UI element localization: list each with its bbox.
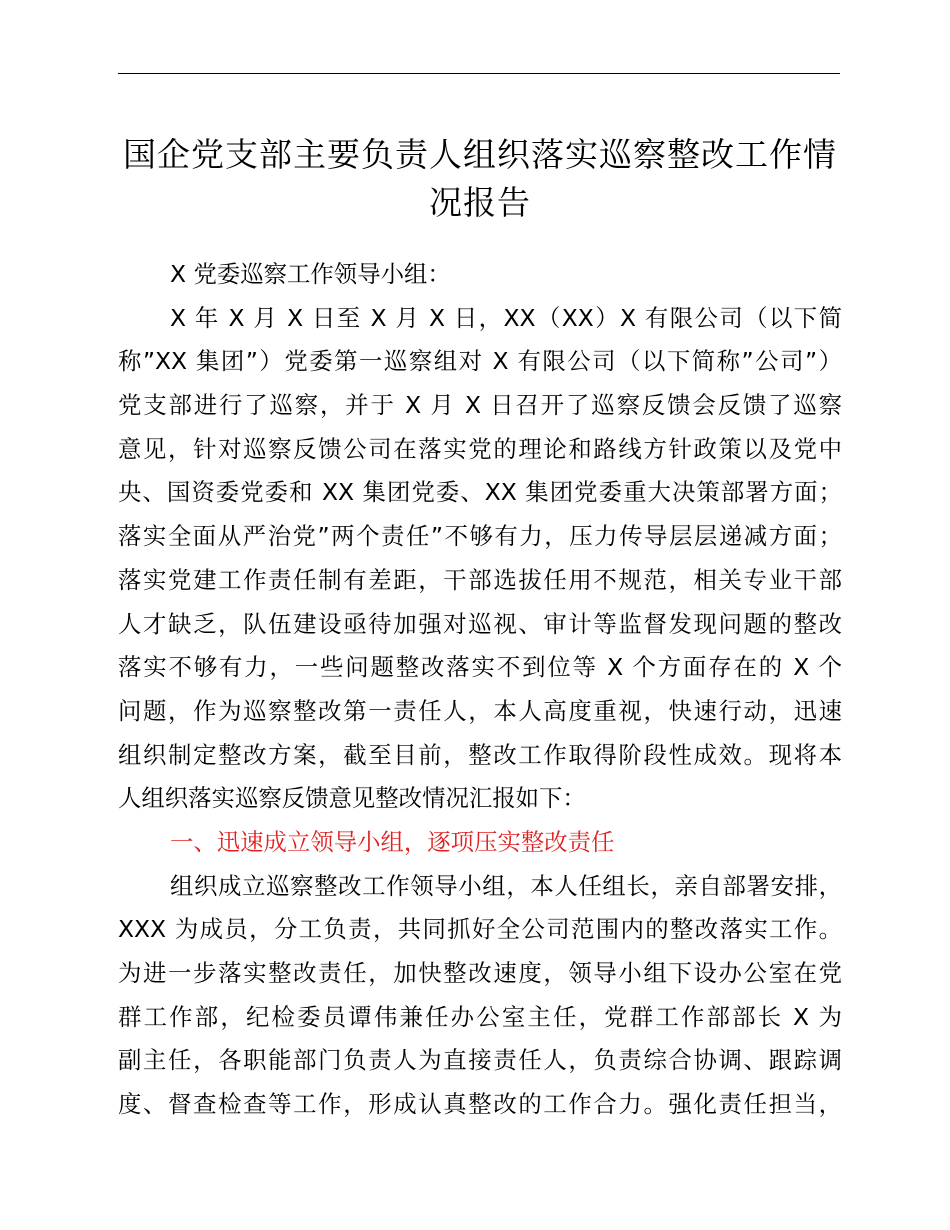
section-heading-1: 一、迅速成立领导小组，逐项压实整改责任 [170, 827, 615, 856]
document-body [118, 253, 842, 1127]
paragraph-2 [118, 865, 842, 1127]
title-line-1: 国企党支部主要负责人组织落实巡察整改工作情 [123, 135, 837, 174]
paragraph-line: 落实全面从严治党”两个责任”不够有力，压力传导层层递减方面； [118, 522, 842, 551]
paragraph-line: 组织成立巡察整改工作领导小组，本人任组长，亲自部署安排， [170, 871, 842, 900]
paragraph-line: 群工作部，纪检委员谭伟兼任办公室主任，党群工作部部长 X 为 [118, 1002, 842, 1031]
paragraph-line: 落实不够有力，一些问题整改落实不到位等 X 个方面存在的 X 个 [118, 653, 842, 682]
paragraph-line: 央、国资委党委和 XX 集团党委、XX 集团党委重大决策部署方面； [118, 478, 842, 507]
paragraph-line: 为进一步落实整改责任，加快整改速度，领导小组下设办公室在党 [118, 959, 842, 987]
paragraph-line: X 年 X 月 X 日至 X 月 X 日，XX（XX）X 有限公司（以下简 [170, 303, 842, 332]
title-line-2: 况报告 [429, 183, 531, 222]
paragraph-line: 组织制定整改方案，截至目前，整改工作取得阶段性成效。现将本 [118, 740, 842, 769]
paragraph-line: XXX 为成员，分工负责，共同抓好全公司范围内的整改落实工作。 [118, 915, 842, 944]
paragraph-line: 副主任，各职能部门负责人为直接责任人，负责综合协调、跟踪调 [118, 1046, 842, 1075]
paragraph-line: 度、督查检查等工作，形成认真整改的工作合力。强化责任担当， [118, 1090, 842, 1119]
paragraph-line: 称”XX 集团”）党委第一巡察组对 X 有限公司（以下简称”公司”） [118, 347, 842, 376]
salutation: X 党委巡察工作领导小组： [170, 260, 451, 288]
paragraph-line: 问题，作为巡察整改第一责任人，本人高度重视，快速行动，迅速 [118, 696, 842, 725]
header-rule [118, 73, 840, 74]
paragraph-line: 人组织落实巡察反馈意见整改情况汇报如下： [118, 784, 586, 813]
paragraph-line: 党支部进行了巡察，并于 X 月 X 日召开了巡察反馈会反馈了巡察 [118, 391, 842, 420]
paragraph-line: 意见，针对巡察反馈公司在落实党的理论和路线方针政策以及党中 [118, 434, 842, 463]
paragraph-1 [118, 297, 842, 821]
document-title [100, 131, 860, 227]
paragraph-line: 落实党建工作责任制有差距，干部选拔任用不规范，相关专业干部 [118, 565, 842, 594]
paragraph-line: 人才缺乏，队伍建设亟待加强对巡视、审计等监督发现问题的整改 [118, 609, 842, 638]
